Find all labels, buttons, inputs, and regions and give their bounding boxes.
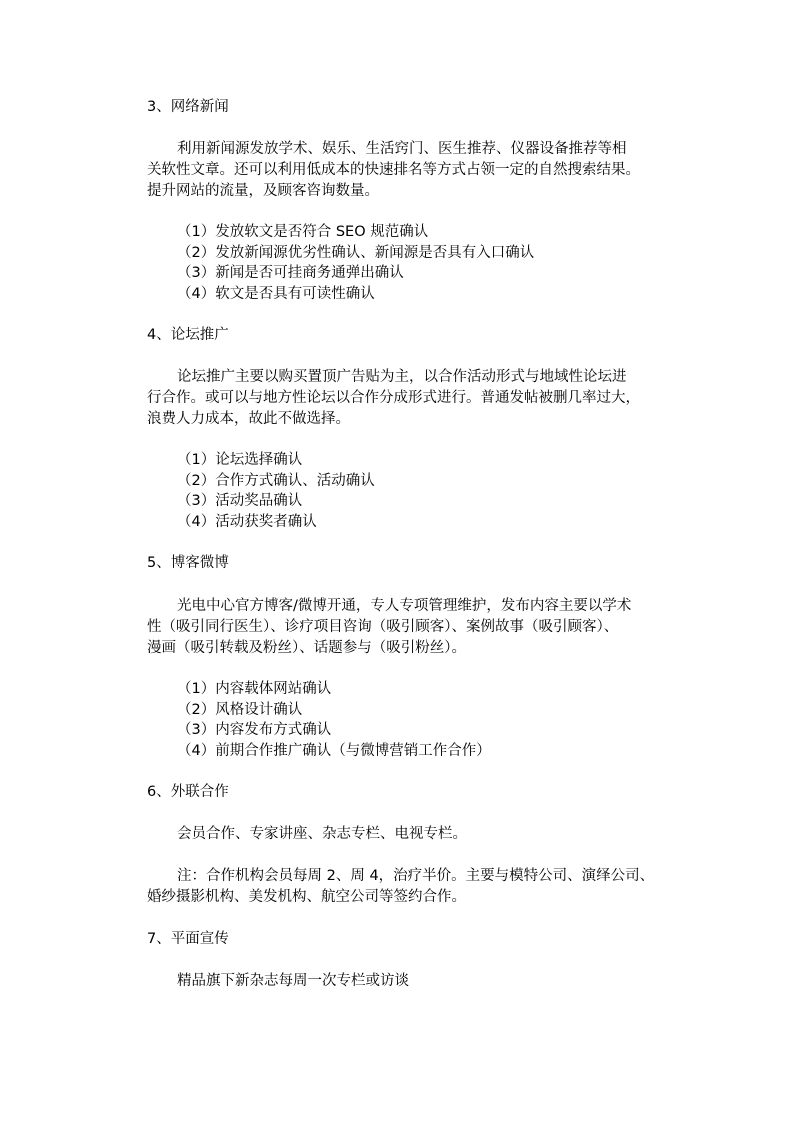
section-heading-external-cooperation: 6、外联合作: [147, 784, 229, 800]
list-item: （2）风格设计确认: [177, 702, 303, 718]
section-heading-forum-promotion: 4、论坛推广: [147, 327, 229, 343]
paragraph-line: 光电中心官方博客/微博开通，专人专项管理维护，发布内容主要以学术: [177, 598, 632, 614]
paragraph-line: 漫画（吸引转载及粉丝）、话题参与（吸引粉丝）。: [147, 640, 466, 656]
list-item: （3）活动奖品确认: [177, 493, 303, 509]
list-item: （2）发放新闻源优劣性确认、新闻源是否具有入口确认: [177, 245, 535, 261]
section-heading-print-promotion: 7、平面宣传: [147, 931, 229, 947]
list-item: （2）合作方式确认、活动确认: [177, 473, 375, 489]
list-item: （1）内容载体网站确认: [177, 681, 332, 697]
paragraph-line: 性（吸引同行医生）、诊疗项目咨询（吸引顾客）、案例故事（吸引顾客）、: [147, 619, 619, 635]
paragraph-line: 浪费人力成本，故此不做选择。: [147, 411, 350, 427]
section-heading-blog-weibo: 5、博客微博: [147, 555, 229, 571]
list-item: （1）发放软文是否符合 SEO 规范确认: [177, 224, 429, 240]
section-heading-network-news: 3、网络新闻: [147, 99, 229, 115]
paragraph-line: 提升网站的流量，及顾客咨询数量。: [147, 183, 379, 199]
list-item: （1）论坛选择确认: [177, 452, 303, 468]
list-item: （4）活动获奖者确认: [177, 514, 317, 530]
paragraph-line: 关软性文章。还可以利用低成本的快速排名等方式占领一定的自然搜索结果。: [147, 162, 640, 178]
note-line: 注：合作机构会员每周 2、周 4，治疗半价。主要与模特公司、演绎公司、: [177, 868, 655, 884]
paragraph-line: 论坛推广主要以购买置顶广告贴为主，以合作活动形式与地域性论坛进: [177, 369, 627, 385]
note-line: 婚纱摄影机构、美发机构、航空公司等签约合作。: [147, 889, 466, 905]
list-item: （4）前期合作推广确认（与微博营销工作合作）: [177, 743, 491, 759]
paragraph-line: 行合作。或可以与地方性论坛以合作分成形式进行。普通发帖被删几率过大，: [147, 390, 640, 406]
paragraph-line: 精品旗下新杂志每周一次专栏或访谈: [177, 973, 409, 989]
list-item: （3）新闻是否可挂商务通弹出确认: [177, 265, 404, 281]
paragraph-line: 利用新闻源发放学术、娱乐、生活窍门、医生推荐、仪器设备推荐等相: [177, 141, 627, 157]
list-item: （4）软文是否具有可读性确认: [177, 286, 375, 302]
list-item: （3）内容发布方式确认: [177, 722, 332, 738]
paragraph-line: 会员合作、专家讲座、杂志专栏、电视专栏。: [177, 826, 467, 842]
